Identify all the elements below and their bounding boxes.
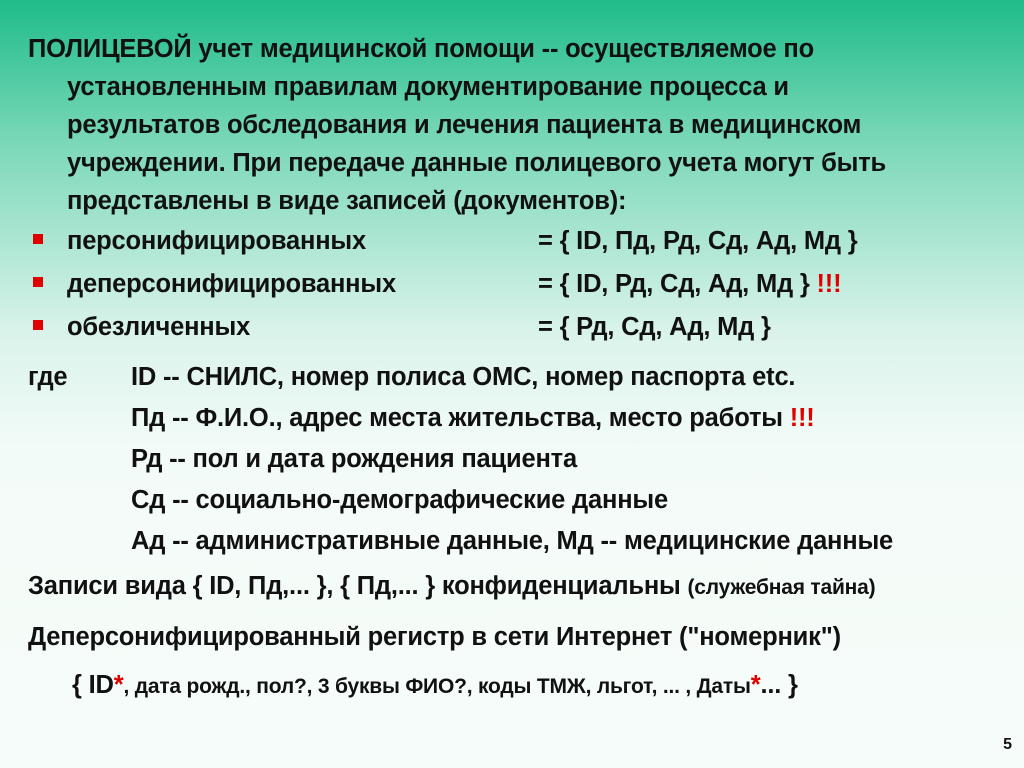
- definition-sd: Сд -- социально-демографические данные: [131, 486, 668, 514]
- intro-line-5: представлены в виде записей (документов):: [67, 187, 627, 215]
- attention-mark: !!!: [789, 404, 815, 432]
- bullet-icon: [33, 277, 43, 287]
- definition-ad-md: Ад -- административные данные, Мд -- медицинские данные: [131, 527, 894, 555]
- definition-pd: [131, 400, 815, 436]
- asterisk: *: [750, 671, 761, 699]
- where-word: где: [28, 363, 68, 391]
- record-formula: [538, 266, 841, 302]
- attention-mark: !!!: [816, 270, 842, 298]
- intro-line-2: установленным правилам документирование процесса и: [67, 73, 789, 101]
- record-formula: = { Рд, Сд, Ад, Мд }: [538, 313, 771, 341]
- asterisk: *: [113, 671, 124, 699]
- registry-format: [72, 667, 798, 705]
- record-label: обезличенных: [67, 313, 251, 341]
- definition-pd-text: Пд -- Ф.И.О., адрес места жительства, место работы: [131, 404, 783, 432]
- registry-close: ... }: [760, 671, 798, 699]
- intro-line-4: учреждении. При передаче данные полицевого учета могут быть: [67, 149, 887, 177]
- bullet-icon: [33, 320, 43, 330]
- definition-rd: Рд -- пол и дата рождения пациента: [131, 445, 577, 473]
- registry-middle: , дата рожд., пол?, 3 буквы ФИО?, коды ТМЖ, льгот, ... , Даты: [123, 675, 751, 698]
- definition-id: ID -- СНИЛС, номер полиса ОМС, номер паспорта etc.: [131, 363, 796, 391]
- record-label: персонифицированных: [67, 227, 366, 255]
- confidential-note: (служебная тайна): [687, 576, 876, 599]
- record-formula-text: = { ID, Рд, Сд, Ад, Мд }: [538, 270, 810, 298]
- record-formula: = { ID, Пд, Рд, Сд, Ад, Мд }: [538, 227, 858, 255]
- bullet-icon: [33, 234, 43, 244]
- intro-line-3: результатов обследования и лечения пациента в медицинском: [67, 111, 862, 139]
- page-number: 5: [1003, 736, 1012, 753]
- intro-line-1: ПОЛИЦЕВОЙ учет медицинской помощи -- осуществляемое по: [28, 35, 814, 63]
- record-label: деперсонифицированных: [67, 270, 396, 298]
- registry-title: Деперсонифицированный регистр в сети Интернет ("номерник"): [28, 623, 841, 651]
- confidential-text: Записи вида { ID, Пд,... }, { Пд,... } конфиденциальны: [28, 572, 681, 600]
- registry-open: { ID: [72, 671, 114, 699]
- confidential-line: [28, 568, 875, 606]
